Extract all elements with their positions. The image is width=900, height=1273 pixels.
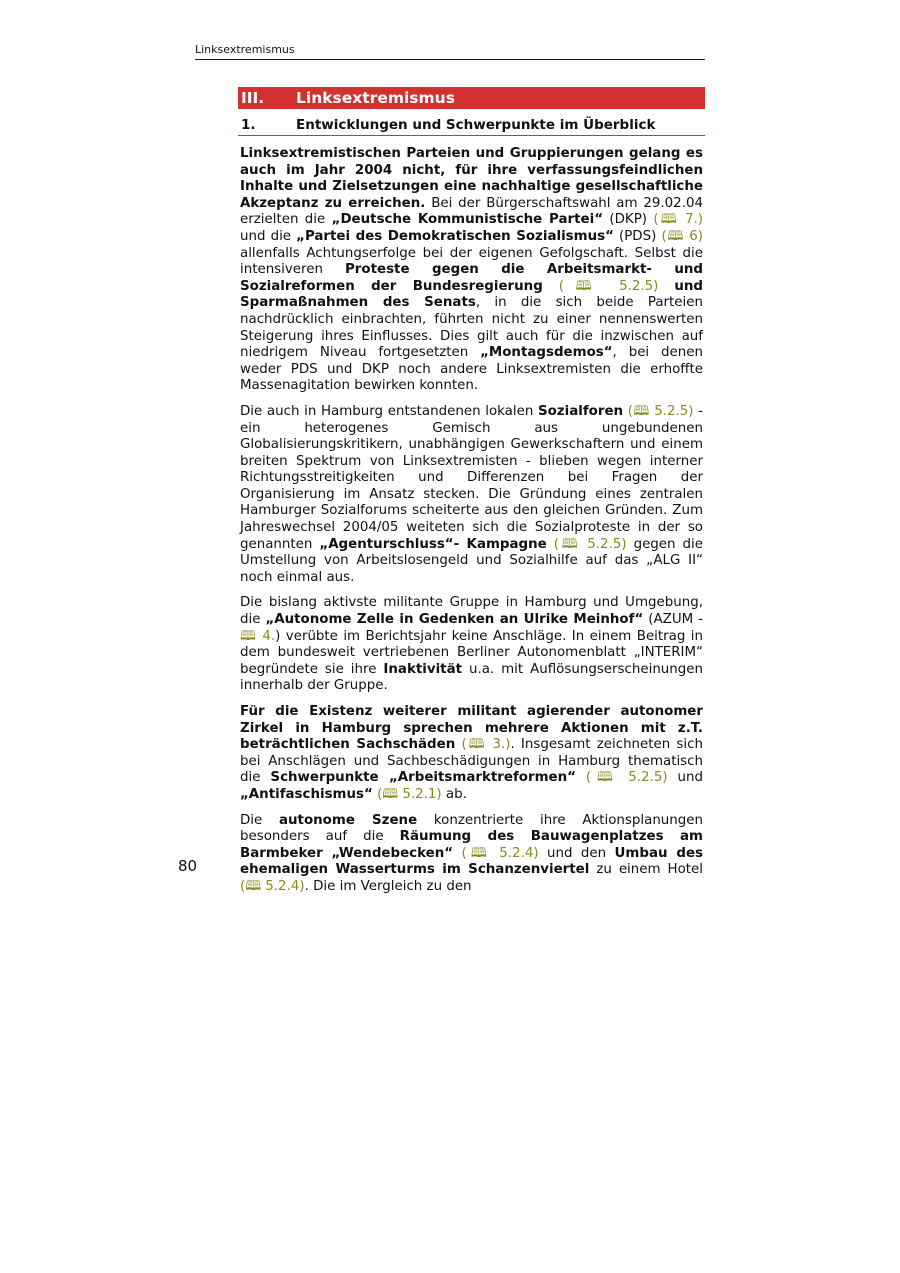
text-run: (AZUM - (643, 612, 703, 628)
chapter-heading (238, 87, 705, 109)
text-run: - ein heterogenes Gemisch aus ungebundenen Globalisierungskritikern, unabhängigen Gewerkschaftern und einem breiten Spektrum von Linksextremisten - blieben wegen interner Richtungsstreitigkeiten und Differenzen bei Fragen der Organisierung im Ansatz stecken. Die Gründung eines zentralen Hamburger Sozialforums scheiterte aus den gleichen Gründen. Zum Jahreswechsel 2004/05 weiteten sich die Sozialproteste in der so genannten (240, 403, 703, 552)
bold-text: autonome Szene (278, 812, 418, 828)
text-run: ab. (441, 786, 467, 802)
paragraph (240, 813, 703, 896)
cross-reference: (🕮 5.2.5) (553, 536, 627, 552)
text-run: ) verübte im Berichtsjahr keine Anschläge. In einem Beitrag in dem bundesweit vertriebenen Berliner Autonomenblatt „INTERIM“ begründete sie ihre (240, 628, 703, 677)
text-run: Die bislang aktivste militante Gruppe in Hamburg und Umgebung, die (240, 595, 703, 628)
text-run: Die auch in Hamburg entstandenen lokalen (240, 403, 538, 419)
bold-text: und Sparmaßnahmen des Senats (240, 278, 703, 311)
cross-reference: 🕮 4. (240, 628, 276, 644)
paragraph (240, 704, 703, 804)
page-number: 80 (178, 857, 198, 875)
running-title: Linksextremismus (195, 43, 295, 56)
text-run (547, 537, 554, 552)
text-run (658, 279, 674, 294)
text-run: Bei der Bürgerschaftswahl am 29.02.04 erzielten die (240, 195, 703, 228)
section-title: Entwicklungen und Schwerpunkte im Überblick (296, 117, 656, 133)
chapter-title: Linksextremismus (296, 89, 455, 107)
running-header (195, 43, 705, 60)
text-run: zu einem Hotel (589, 862, 703, 878)
bold-text: Proteste gegen die Arbeitsmarkt- und Sozialreformen der Bundesregierung (240, 262, 703, 294)
text-run: und (667, 770, 703, 786)
section-heading (238, 117, 705, 136)
cross-reference: (🕮 3.) (461, 737, 511, 753)
text-run: (PDS) (613, 228, 662, 244)
bold-text: „Deutsche Kommunistische Partei“ (331, 212, 604, 228)
chapter-number: III. (241, 89, 265, 107)
bold-text: „Antifaschismus“ (240, 786, 373, 802)
text-run: gegen die Umstellung von Arbeitslosengeld und Sozialhilfe auf das „ALG II“ noch einmal aus. (240, 536, 703, 585)
paragraph (240, 404, 703, 587)
text-run: allenfalls Achtungserfolge bei der eigenen Gefolgschaft. Selbst die intensiveren (240, 245, 703, 278)
bold-text: Sozialforen (537, 403, 624, 419)
paragraph (240, 595, 703, 695)
text-run (453, 846, 461, 861)
bold-text: „Autonome Zelle in Gedenken an Ulrike Meinhof“ (265, 612, 644, 628)
cross-reference: (🕮 5.2.5) (558, 278, 659, 294)
bold-text: Schwerpunkte „Arbeitsmarktreformen“ (270, 770, 576, 786)
text-run: Die (240, 812, 279, 828)
text-run (576, 770, 586, 785)
cross-reference: (🕮 5.2.4) (240, 878, 305, 894)
text-run: , bei denen weder PDS und DKP noch andere Linksextremisten die erhoffte Massenagitation bewirken konnten. (240, 345, 703, 394)
bold-text: „Agenturschluss“- Kampagne (319, 536, 547, 552)
text-run: (DKP) (603, 212, 654, 228)
paragraph (240, 146, 703, 395)
bold-text: Umbau des ehemaligen Wasserturms im Schanzenviertel (240, 845, 703, 878)
section-number: 1. (241, 117, 256, 133)
cross-reference: (🕮 6) (661, 228, 703, 244)
text-run: und den (538, 845, 615, 861)
bold-text: Räumung des Bauwagenplatzes am Barmbeker „Wendebecken“ (240, 829, 703, 861)
body-text (240, 146, 703, 905)
cross-reference: (🕮 7.) (653, 212, 703, 228)
text-run: . Insgesamt zeichneten sich bei Anschlägen und Sachbeschädigungen in Hamburg thematisch die (240, 737, 703, 786)
text-run (543, 279, 559, 294)
bold-text: „Montagsdemos“ (480, 345, 613, 361)
text-run: . Die im Vergleich zu den (304, 878, 472, 894)
cross-reference: (🕮 5.2.4) (461, 845, 539, 861)
text-run: und die (240, 228, 297, 244)
bold-text: Inaktivität (383, 661, 463, 677)
text-run: u.a. mit Auflösungserscheinungen innerhalb der Gruppe. (240, 661, 704, 694)
bold-text: Linksextremistischen Parteien und Gruppierungen gelang es auch im Jahr 2004 nicht, für ihre verfassungsfeindlichen Inhalte und Zielsetzungen eine nachhaltige gesellschaftliche Akzeptanz zu erreichen. (240, 146, 703, 211)
text-run: , in die sich beide Parteien nachdrücklich einbrachten, führten nicht zu einer nennenswerten Steigerung ihres Einflusses. Dies gilt auch für die inzwischen auf niedrigem Niveau fortgesetzten (240, 295, 703, 361)
bold-text: „Partei des Demokratischen Sozialismus“ (296, 228, 614, 244)
cross-reference: (🕮 5.2.5) (585, 770, 668, 786)
cross-reference: (🕮 5.2.5) (627, 403, 694, 419)
bold-text: Für die Existenz weiterer militant agierender autonomer Zirkel in Hamburg sprechen mehrere Aktionen mit z.T. beträchtlichen Sachschäden (240, 704, 703, 753)
text-run: konzentrierte ihre Aktionsplanungen besonders auf die (240, 812, 704, 845)
cross-reference: (🕮 5.2.1) (377, 786, 442, 802)
